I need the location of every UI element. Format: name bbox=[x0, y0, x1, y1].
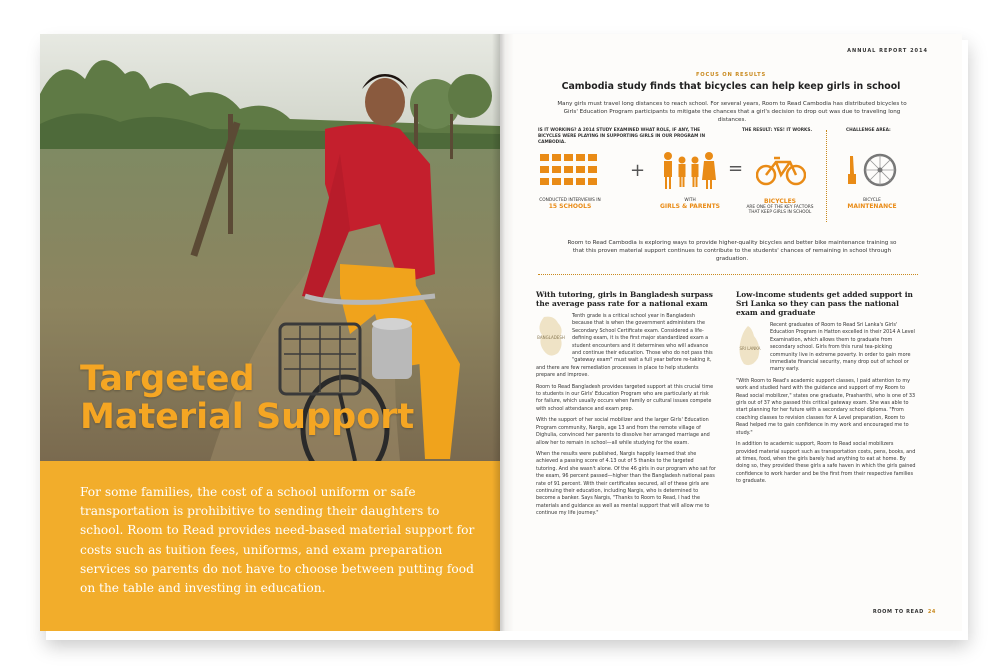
section-divider bbox=[538, 274, 918, 275]
caption-bicycles-text: ARE ONE OF THE KEY FACTORS THAT KEEP GIRLS IN SCHOOL bbox=[746, 205, 814, 216]
caption-schools-text: CONDUCTED INTERVIEWS IN bbox=[539, 198, 601, 203]
footer-org: ROOM TO READ bbox=[872, 609, 924, 615]
caption-maintenance bbox=[840, 198, 904, 210]
info-divider bbox=[826, 130, 827, 222]
bangladesh-p2: Room to Read Bangladesh provides targeted support at this crucial time to students in our Girls' Education Program who are particularly at risk for failure, which usually occurs when family or cultural issues compete with school attendance and exam prep. bbox=[536, 383, 714, 412]
srilanka-column bbox=[736, 290, 916, 490]
caption-schools bbox=[534, 198, 606, 210]
caption-maintenance-highlight: MAINTENANCE bbox=[847, 203, 897, 211]
girls-parents-icon bbox=[660, 150, 718, 192]
page-number: 24 bbox=[927, 609, 936, 615]
page-title bbox=[80, 360, 414, 436]
srilanka-p3: In addition to academic support, Room to Read social mobilizers provided material support such as transportation costs, pens, books, and at times, food, when the girls barely had anything to eat at home. By doing so, they provided these girls a safe haven in which the girls gained confidence to work harder and be the first from their respective families to graduate. bbox=[736, 441, 916, 485]
right-page bbox=[500, 34, 962, 631]
caption-girls-parents-highlight: GIRLS & PARENTS bbox=[660, 203, 720, 211]
caption-bicycles-highlight: BICYCLES bbox=[764, 198, 796, 205]
plus-sign: + bbox=[630, 160, 646, 181]
title-line-2: Material Support bbox=[80, 397, 415, 437]
srilanka-p1 bbox=[736, 322, 916, 374]
caption-schools-highlight: 15 SCHOOLS bbox=[548, 203, 592, 211]
schools-icon bbox=[540, 152, 602, 190]
caption-girls-parents-text: WITH bbox=[684, 198, 696, 203]
bicycle-maintenance-icon bbox=[844, 152, 900, 188]
bangladesh-p4: When the results were published, Nargis happily learned that she achieved a passing score of 4.13 out of 5 thanks to the targeted tutoring. And she wasn't alone. Of the 46 girls in our program who sat for the exam, 96 percent passed—higher than the Bangladesh national pass rate of 91 percent. With their certificates secured, all of these girls are continuing their education, including Nargis, who is determined to become a banker. Says Nargis, "Thanks to Room to Read, I had the materials and guidance as well as mental support that will allow me to continue my life journey." bbox=[536, 450, 716, 517]
bangladesh-column bbox=[536, 290, 716, 522]
feature-headline: Cambodia study finds that bicycles can help keep girls in school bbox=[561, 81, 901, 92]
info-result: THE RESULT: YES! IT WORKS. bbox=[742, 128, 813, 133]
bangladesh-map-label: BANGLADESH bbox=[537, 335, 565, 340]
srilanka-heading: Low-income students get added support in Sri Lanka so they can pass the national exam and graduate bbox=[736, 290, 913, 317]
srilanka-p2: "With Room to Read's academic support classes, I paid attention to my work and studied hard with the guidance and support of my Room to Read social mobilizer," states one graduate, Prashanthi, who is one of 33 girls out of 37 who passed this critical gateway exam. She was able to start planning for her future with a secondary school diploma. "From coaching classes to revision classes for A Level preparation, Room to Read helped me to gain confidence in my work and encouraged me to study." bbox=[736, 377, 916, 436]
info-challenge: CHALLENGE AREA: bbox=[846, 128, 891, 133]
intro-paragraph: For some families, the cost of a school uniform or safe transportation is prohibitive to sending their daughters to school. Room to Read provides need-based material support for costs such as tuition fees, uniforms, and exam preparation services so parents do not have to choose between putting food on the table and investing in education. bbox=[80, 485, 475, 596]
srilanka-map-label: SRI LANKA bbox=[739, 346, 761, 351]
feature-lead: Many girls must travel long distances to reach school. For several years, Room to Read Cambodia has distributed bicycles to Girls' Education Program participants to mitigate the chances that a girl's decision to drop out was due to traveling long distances. bbox=[557, 101, 907, 124]
bangladesh-map-icon bbox=[536, 315, 566, 359]
caption-girls-parents bbox=[658, 198, 722, 210]
bangladesh-p1-text: Tenth grade is a critical school year in Bangladesh because that is when the government administers the Secondary School Certificate exam. Considered a life-defining exam, it is the first major standardized exam a student encounters and it determines who will advance and continue their education. Those who do not pass this "gateway exam" must wait a full year before re-taking it, and there are few remediation processes in place to help students prepare and improve. bbox=[536, 313, 713, 379]
srilanka-p1-text: Recent graduates of Room to Read Sri Lanka's Girls' Education Program in Hatton excelled in their 2014 A Level Examination, which allows them to graduate from secondary school. Girls from this rural tea-picking community live in extreme poverty. In order to gain more immediate financial security, many drop out of school or marry early. bbox=[770, 322, 915, 373]
info-question: IS IT WORKING? A 2014 STUDY EXAMINED WHAT ROLE, IF ANY, THE BICYCLES WERE PLAYING IN SUPPORTING GIRLS IN OUR PROGRAM IN CAMBODIA. bbox=[538, 128, 706, 145]
bangladesh-p1 bbox=[536, 313, 716, 380]
section-kicker: FOCUS ON RESULTS bbox=[695, 72, 767, 78]
page-footer bbox=[873, 609, 936, 615]
equals-sign: = bbox=[728, 158, 744, 179]
bangladesh-p3: With the support of her social mobilizer and the larger Girls' Education Program community, Nargis, age 13 and from the remote village of Dighulia, convinced her parents to dissolve her arranged marriage and allow her to remain in school—all while studying for the exam. bbox=[536, 417, 710, 446]
infographic-summary: Room to Read Cambodia is exploring ways to provide higher-quality bicycles and better bike maintenance training so that this proven material support continues to contribute to the students' chances of remaining in school through graduation. bbox=[567, 240, 897, 263]
bangladesh-heading: With tutoring, girls in Bangladesh surpass the average pass rate for a national exam bbox=[536, 290, 713, 308]
caption-bicycles bbox=[744, 198, 816, 216]
caption-maintenance-text: BICYCLE bbox=[863, 198, 881, 203]
left-page bbox=[40, 34, 500, 631]
running-head: ANNUAL REPORT 2014 bbox=[847, 48, 928, 54]
title-line-1: Targeted bbox=[80, 359, 255, 399]
bicycle-icon bbox=[756, 154, 806, 186]
srilanka-map-icon bbox=[736, 324, 764, 368]
